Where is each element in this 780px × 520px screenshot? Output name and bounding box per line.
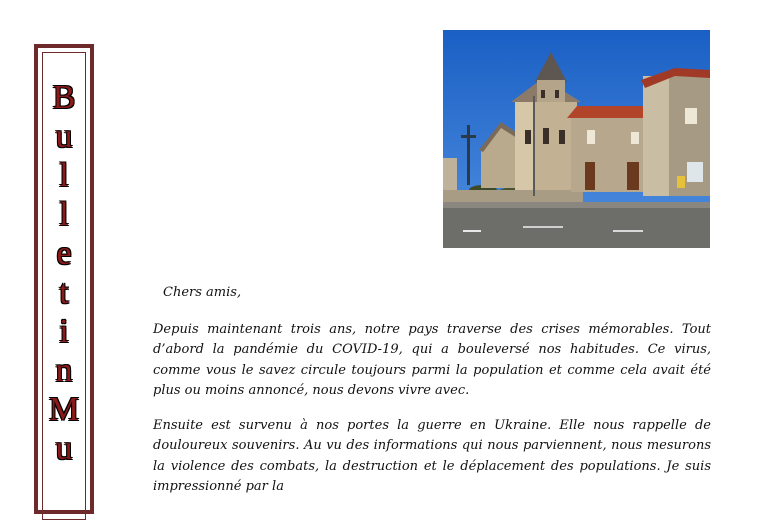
banner-vertical-title bbox=[38, 78, 90, 468]
banner-letter: M bbox=[48, 391, 80, 428]
banner-letter: u bbox=[55, 118, 73, 155]
letter-greeting: Chers amis, bbox=[163, 285, 242, 300]
banner-letter: t bbox=[59, 274, 69, 311]
banner-letter: l bbox=[59, 157, 69, 194]
letter-paragraph: Ensuite est survenu à nos portes la guerre en Ukraine. Elle nous rappelle de douloureux souvenirs. Au vu des informations qui nous parviennent, nous mesurons la violence des combats, la destruction et le déplacement des populations. Je suis impressionné par la bbox=[153, 417, 711, 494]
banner-letter: B bbox=[52, 79, 76, 116]
bulletin-title-banner bbox=[34, 44, 94, 514]
banner-letter: e bbox=[56, 235, 72, 272]
letter-paragraph: Depuis maintenant trois ans, notre pays traverse des crises mémorables. Tout d’abord la pandémie du COVID-19, qui a bouleversé nos habitudes. Ce virus, comme vous le savez circule toujours parmi la population et comme cela avait été plus ou moins annoncé, nous devons vivre avec. bbox=[153, 321, 711, 398]
banner-letter: u bbox=[55, 430, 73, 467]
banner-letter: i bbox=[59, 313, 69, 350]
church-photo bbox=[443, 30, 710, 248]
banner-letter: n bbox=[55, 352, 73, 389]
road bbox=[443, 202, 710, 248]
banner-letter: l bbox=[59, 196, 69, 233]
letter-body bbox=[153, 283, 711, 512]
